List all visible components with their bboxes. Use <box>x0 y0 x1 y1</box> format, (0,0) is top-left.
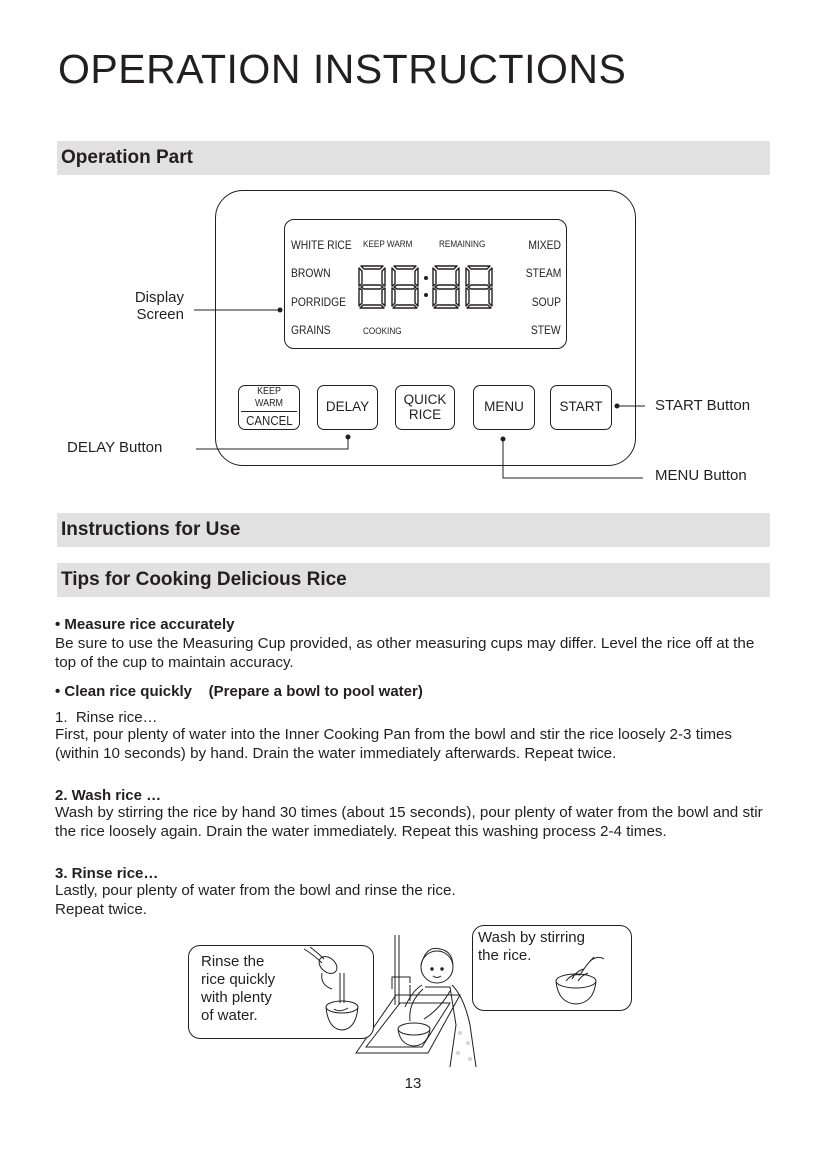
delay-label: DELAY <box>325 399 370 415</box>
quick-label: QUICK <box>403 391 447 407</box>
quick-rice-button[interactable] <box>395 385 455 430</box>
bubble-wash-text <box>478 929 585 965</box>
delay-button[interactable] <box>317 385 378 430</box>
step3-body-line1: Lastly, pour plenty of water from the bowl and rinse the rice. <box>55 882 456 899</box>
bubble-rinse-line3: with plenty <box>201 989 272 1006</box>
lcd-label-white-rice: WHITE RICE <box>291 238 352 252</box>
callout-start-button: START Button <box>655 397 751 414</box>
step1-heading: 1. Rinse rice… <box>55 709 158 726</box>
lcd-label-steam: STEAM <box>525 266 561 280</box>
section-instructions-for-use <box>57 513 770 547</box>
keep-warm-cancel-button[interactable] <box>238 385 300 430</box>
lcd-remaining: REMAINING <box>439 239 486 250</box>
start-label: START <box>559 399 603 415</box>
tip-clean-heading: • Clean rice quickly (Prepare a bowl to pool water) <box>55 683 423 700</box>
step2-heading: 2. Wash rice … <box>55 787 162 804</box>
bubble-rinse-line2: rice quickly <box>201 971 276 988</box>
lcd-cooking: COOKING <box>363 326 402 337</box>
step2-body: Wash by stirring the rice by hand 30 times (about 15 seconds), pour plenty of water from the bowl and stir the rice loosely again. Drain the water immediately. Repeat this washing process 2-4 times. <box>55 804 763 841</box>
lcd-label-brown: BROWN <box>291 266 331 280</box>
section-title: Operation Part <box>61 147 193 168</box>
lcd-label-porridge: PORRIDGE <box>291 295 347 309</box>
lcd-label-mixed: MIXED <box>528 238 561 252</box>
bubble-wash-line2: the rice. <box>478 947 532 964</box>
callout-menu-button: MENU Button <box>655 467 747 484</box>
cancel-label: CANCEL <box>245 413 293 429</box>
callout-display-line1: Display <box>134 289 184 306</box>
bubble-rinse-line4: of water. <box>201 1007 258 1024</box>
section-operation-part <box>57 141 770 175</box>
menu-label: MENU <box>484 399 524 415</box>
keep-warm-label: KEEP WARM <box>255 385 283 409</box>
page-number: 13 <box>404 1075 422 1092</box>
bubble-rinse-text <box>201 953 275 1025</box>
step3-heading: 3. Rinse rice… <box>55 865 159 882</box>
callout-delay-button: DELAY Button <box>67 439 163 456</box>
bowl-pour-icon <box>296 945 372 1037</box>
lcd-label-grains: GRAINS <box>291 323 331 337</box>
section-title: Tips for Cooking Delicious Rice <box>61 569 347 590</box>
section-tips <box>57 563 770 597</box>
section-title: Instructions for Use <box>61 519 241 540</box>
start-button[interactable] <box>550 385 612 430</box>
rice-label: RICE <box>408 406 442 422</box>
bubble-wash-line1: Wash by stirring <box>478 929 585 946</box>
step1-body: First, pour plenty of water into the Inner Cooking Pan from the bowl and stir the rice loosely 2-3 times (within 10 seconds) by hand. Drain the water immediately afterwards. Repeat twice. <box>55 726 733 763</box>
lcd-digits <box>358 265 496 309</box>
lcd-label-soup: SOUP <box>531 295 561 309</box>
tip-measure-heading: • Measure rice accurately <box>55 616 235 633</box>
button-divider <box>241 411 297 412</box>
bubble-rinse-line1: Rinse the <box>201 953 265 970</box>
menu-button[interactable] <box>473 385 535 430</box>
tip-measure-body: Be sure to use the Measuring Cup provided, as other measuring cups may differ. Level the rice off at the top of the cup to maintain accuracy. <box>55 635 755 672</box>
lcd-keep-warm: KEEP WARM <box>363 239 413 250</box>
lcd-label-stew: STEW <box>531 323 561 337</box>
step3-body-line2: Repeat twice. <box>55 901 148 918</box>
callout-display-screen <box>108 290 184 324</box>
callout-display-line2: Screen <box>136 305 184 323</box>
page-title: OPERATION INSTRUCTIONS <box>58 46 627 92</box>
